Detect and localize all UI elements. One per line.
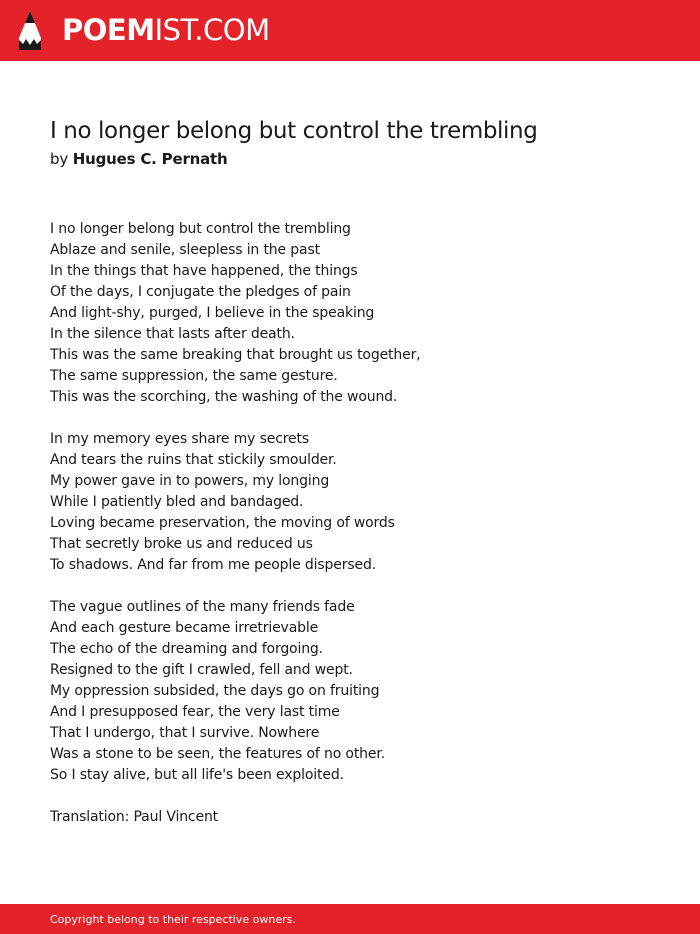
stanza-3 xyxy=(50,597,650,786)
poem-line: That secretly broke us and reduced us xyxy=(50,536,313,552)
site-logo[interactable] xyxy=(62,12,270,48)
poem-line: The echo of the dreaming and forgoing. xyxy=(50,641,323,657)
poem-line: Of the days, I conjugate the pledges of pain xyxy=(50,284,351,300)
poem-line: This was the same breaking that brought us together, xyxy=(50,347,421,363)
poem-line: The same suppression, the same gesture. xyxy=(50,368,338,384)
by-label: by xyxy=(50,150,68,168)
author-name: Hugues C. Pernath xyxy=(72,150,228,168)
poem-line: To shadows. And far from me people dispersed. xyxy=(50,557,376,573)
site-header xyxy=(0,0,700,61)
poem-line: While I patiently bled and bandaged. xyxy=(50,494,304,510)
poem-line: And each gesture became irretrievable xyxy=(50,620,319,636)
poem-line: In the silence that lasts after death. xyxy=(50,326,295,342)
poem-line: The vague outlines of the many friends fade xyxy=(50,599,355,615)
stanza-1 xyxy=(50,219,650,408)
poem-line: So I stay alive, but all life's been exploited. xyxy=(50,767,344,783)
poem-line: Was a stone to be seen, the features of no other. xyxy=(50,746,385,762)
poem-line: And light-shy, purged, I believe in the speaking xyxy=(50,305,375,321)
poem-body xyxy=(50,219,650,807)
poem-line: In my memory eyes share my secrets xyxy=(50,431,310,447)
poem-line: My oppression subsided, the days go on fruiting xyxy=(50,683,380,699)
poem-line: My power gave in to powers, my longing xyxy=(50,473,330,489)
pencil-tip-icon xyxy=(17,10,43,52)
poem-line: And tears the ruins that stickily smoulder. xyxy=(50,452,337,468)
copyright-text: Copyright belong to their respective owners. xyxy=(50,913,296,926)
poem-line: Ablaze and senile, sleepless in the past xyxy=(50,242,320,258)
poem-line: That I undergo, that I survive. Nowhere xyxy=(50,725,320,741)
logo-light-text: IST.COM xyxy=(154,13,270,47)
poem-title: I no longer belong but control the trembling xyxy=(50,118,538,144)
poem-line: I no longer belong but control the trembling xyxy=(50,221,351,237)
translation-credit: Translation: Paul Vincent xyxy=(50,809,219,825)
byline xyxy=(50,149,228,169)
logo-bold-text: POEM xyxy=(62,13,155,47)
stanza-2 xyxy=(50,429,650,576)
poem-line: Loving became preservation, the moving of words xyxy=(50,515,395,531)
poem-line: Resigned to the gift I crawled, fell and wept. xyxy=(50,662,353,678)
poem-line: And I presupposed fear, the very last time xyxy=(50,704,340,720)
poem-line: This was the scorching, the washing of the wound. xyxy=(50,389,398,405)
poem-line: In the things that have happened, the things xyxy=(50,263,358,279)
site-footer xyxy=(0,904,700,934)
